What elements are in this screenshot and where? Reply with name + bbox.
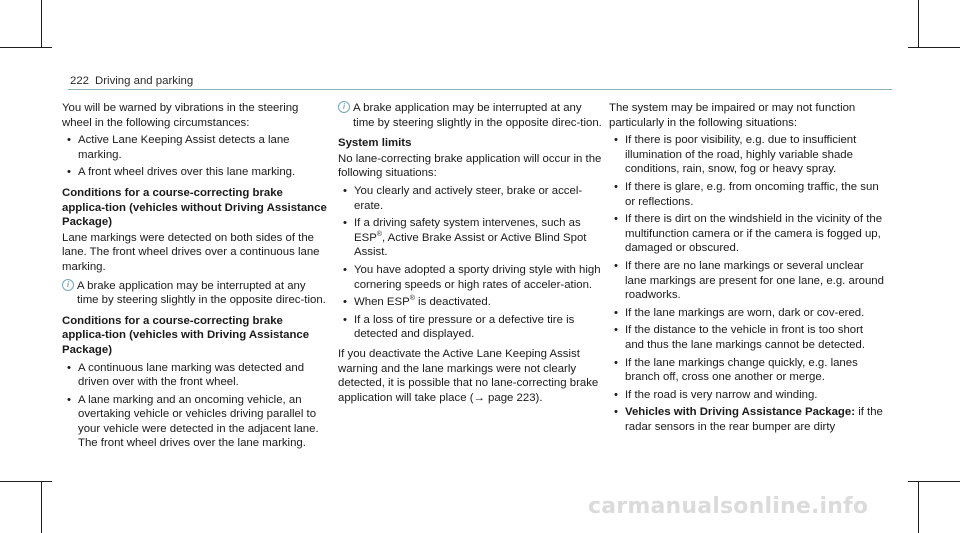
crop-mark xyxy=(41,0,42,48)
intro-paragraph: No lane-correcting brake application will occur in the following situations: xyxy=(338,152,602,180)
list-item: • You clearly and actively steer, brake or accel-erate. xyxy=(338,184,603,213)
list-item: • You have adopted a sporty driving style with high cornering speeds or high rates of acceler-ation. xyxy=(338,263,603,292)
crop-mark xyxy=(41,481,42,533)
list-item: • If there is dirt on the windshield in the vicinity of the multifunction camera or if the camera is fogged up, damaged or obscured. xyxy=(609,212,884,256)
info-icon: i xyxy=(62,279,74,291)
closing-paragraph: If you deactivate the Active Lane Keeping Assist warning and the lane markings were not clearly detected, it is possible that no lane-correcting brake application will take place (→ page 223). xyxy=(338,347,599,404)
crop-mark xyxy=(918,0,919,48)
note-text: A brake application may be interrupted at any time by steering slightly in the opposite direc-tion. xyxy=(353,102,602,129)
list-item: • If there is poor visibility, e.g. due to insufficient illumination of the road, highly variable shade conditions, rain, snow, fog or heavy spray. xyxy=(609,133,884,177)
crop-mark xyxy=(908,47,960,48)
section-heading: System limits xyxy=(338,137,412,150)
list-item: • If the road is very narrow and winding. xyxy=(609,388,884,403)
paragraph: Lane markings were detected on both sides of the lane. The front wheel drives over a continuous lane marking. xyxy=(62,231,320,273)
info-icon: i xyxy=(338,101,350,113)
list-item: • When ESP® is deactivated. xyxy=(338,295,603,310)
crop-mark xyxy=(0,47,52,48)
intro-paragraph: You will be warned by vibrations in the steering wheel in the following circumstances: xyxy=(62,102,299,129)
list-item: • If there is glare, e.g. from oncoming traffic, the sun or reflections. xyxy=(609,180,884,209)
list-item: • If a driving safety system intervenes, such as ESP®, Active Brake Assist or Active Blind Spot Assist. xyxy=(338,216,603,260)
list-item: • Vehicles with Driving Assistance Package: if the radar sensors in the rear bumper are dirty xyxy=(609,405,884,434)
note-text: A brake application may be interrupted at any time by steering slightly in the opposite direc-tion. xyxy=(77,279,326,307)
header-rule xyxy=(68,89,892,90)
list-item: • A front wheel drives over this lane marking. xyxy=(62,165,327,180)
section-title: Driving and parking xyxy=(95,75,194,87)
column-1 xyxy=(62,101,327,454)
section-heading: Conditions for a course-correcting brake applica-tion (vehicles without Driving Assistance Package) xyxy=(62,186,327,229)
list-item: • Active Lane Keeping Assist detects a lane marking. xyxy=(62,133,327,162)
list-item: • If the distance to the vehicle in front is too short and thus the lane markings cannot be detected. xyxy=(609,323,884,352)
info-note xyxy=(62,279,327,308)
intro-paragraph: The system may be impaired or may not function particularly in the following situations: xyxy=(609,102,856,129)
crop-mark xyxy=(908,481,960,482)
bold-lead: Vehicles with Driving Assistance Package: xyxy=(625,406,856,419)
crop-mark xyxy=(918,481,919,533)
list-item: • If a loss of tire pressure or a defective tire is detected and displayed. xyxy=(338,313,603,342)
watermark: carmanualsonline.info xyxy=(588,494,869,519)
list-item: • A continuous lane marking was detected and driven over with the front wheel. xyxy=(62,361,327,390)
column-2 xyxy=(338,101,603,407)
crop-mark xyxy=(0,481,52,482)
page-number: 222 xyxy=(70,75,90,87)
section-heading: Conditions for a course-correcting brake applica-tion (vehicles with Driving Assistance Package) xyxy=(62,314,310,356)
page-header xyxy=(70,74,193,89)
list-item: • If the lane markings change quickly, e.g. lanes branch off, cross one another or merge. xyxy=(609,356,884,385)
list-item: • If there are no lane markings or several unclear lane markings are present for one lane, e.g. around roadworks. xyxy=(609,259,884,303)
info-note xyxy=(338,101,603,130)
column-3 xyxy=(609,101,884,437)
list-item: • A lane marking and an oncoming vehicle, an overtaking vehicle or vehicles driving parallel to your vehicle were detected in the adjacent lane. The front wheel drives over the lane marking. xyxy=(62,393,327,451)
list-item: • If the lane markings are worn, dark or cov-ered. xyxy=(609,306,884,321)
